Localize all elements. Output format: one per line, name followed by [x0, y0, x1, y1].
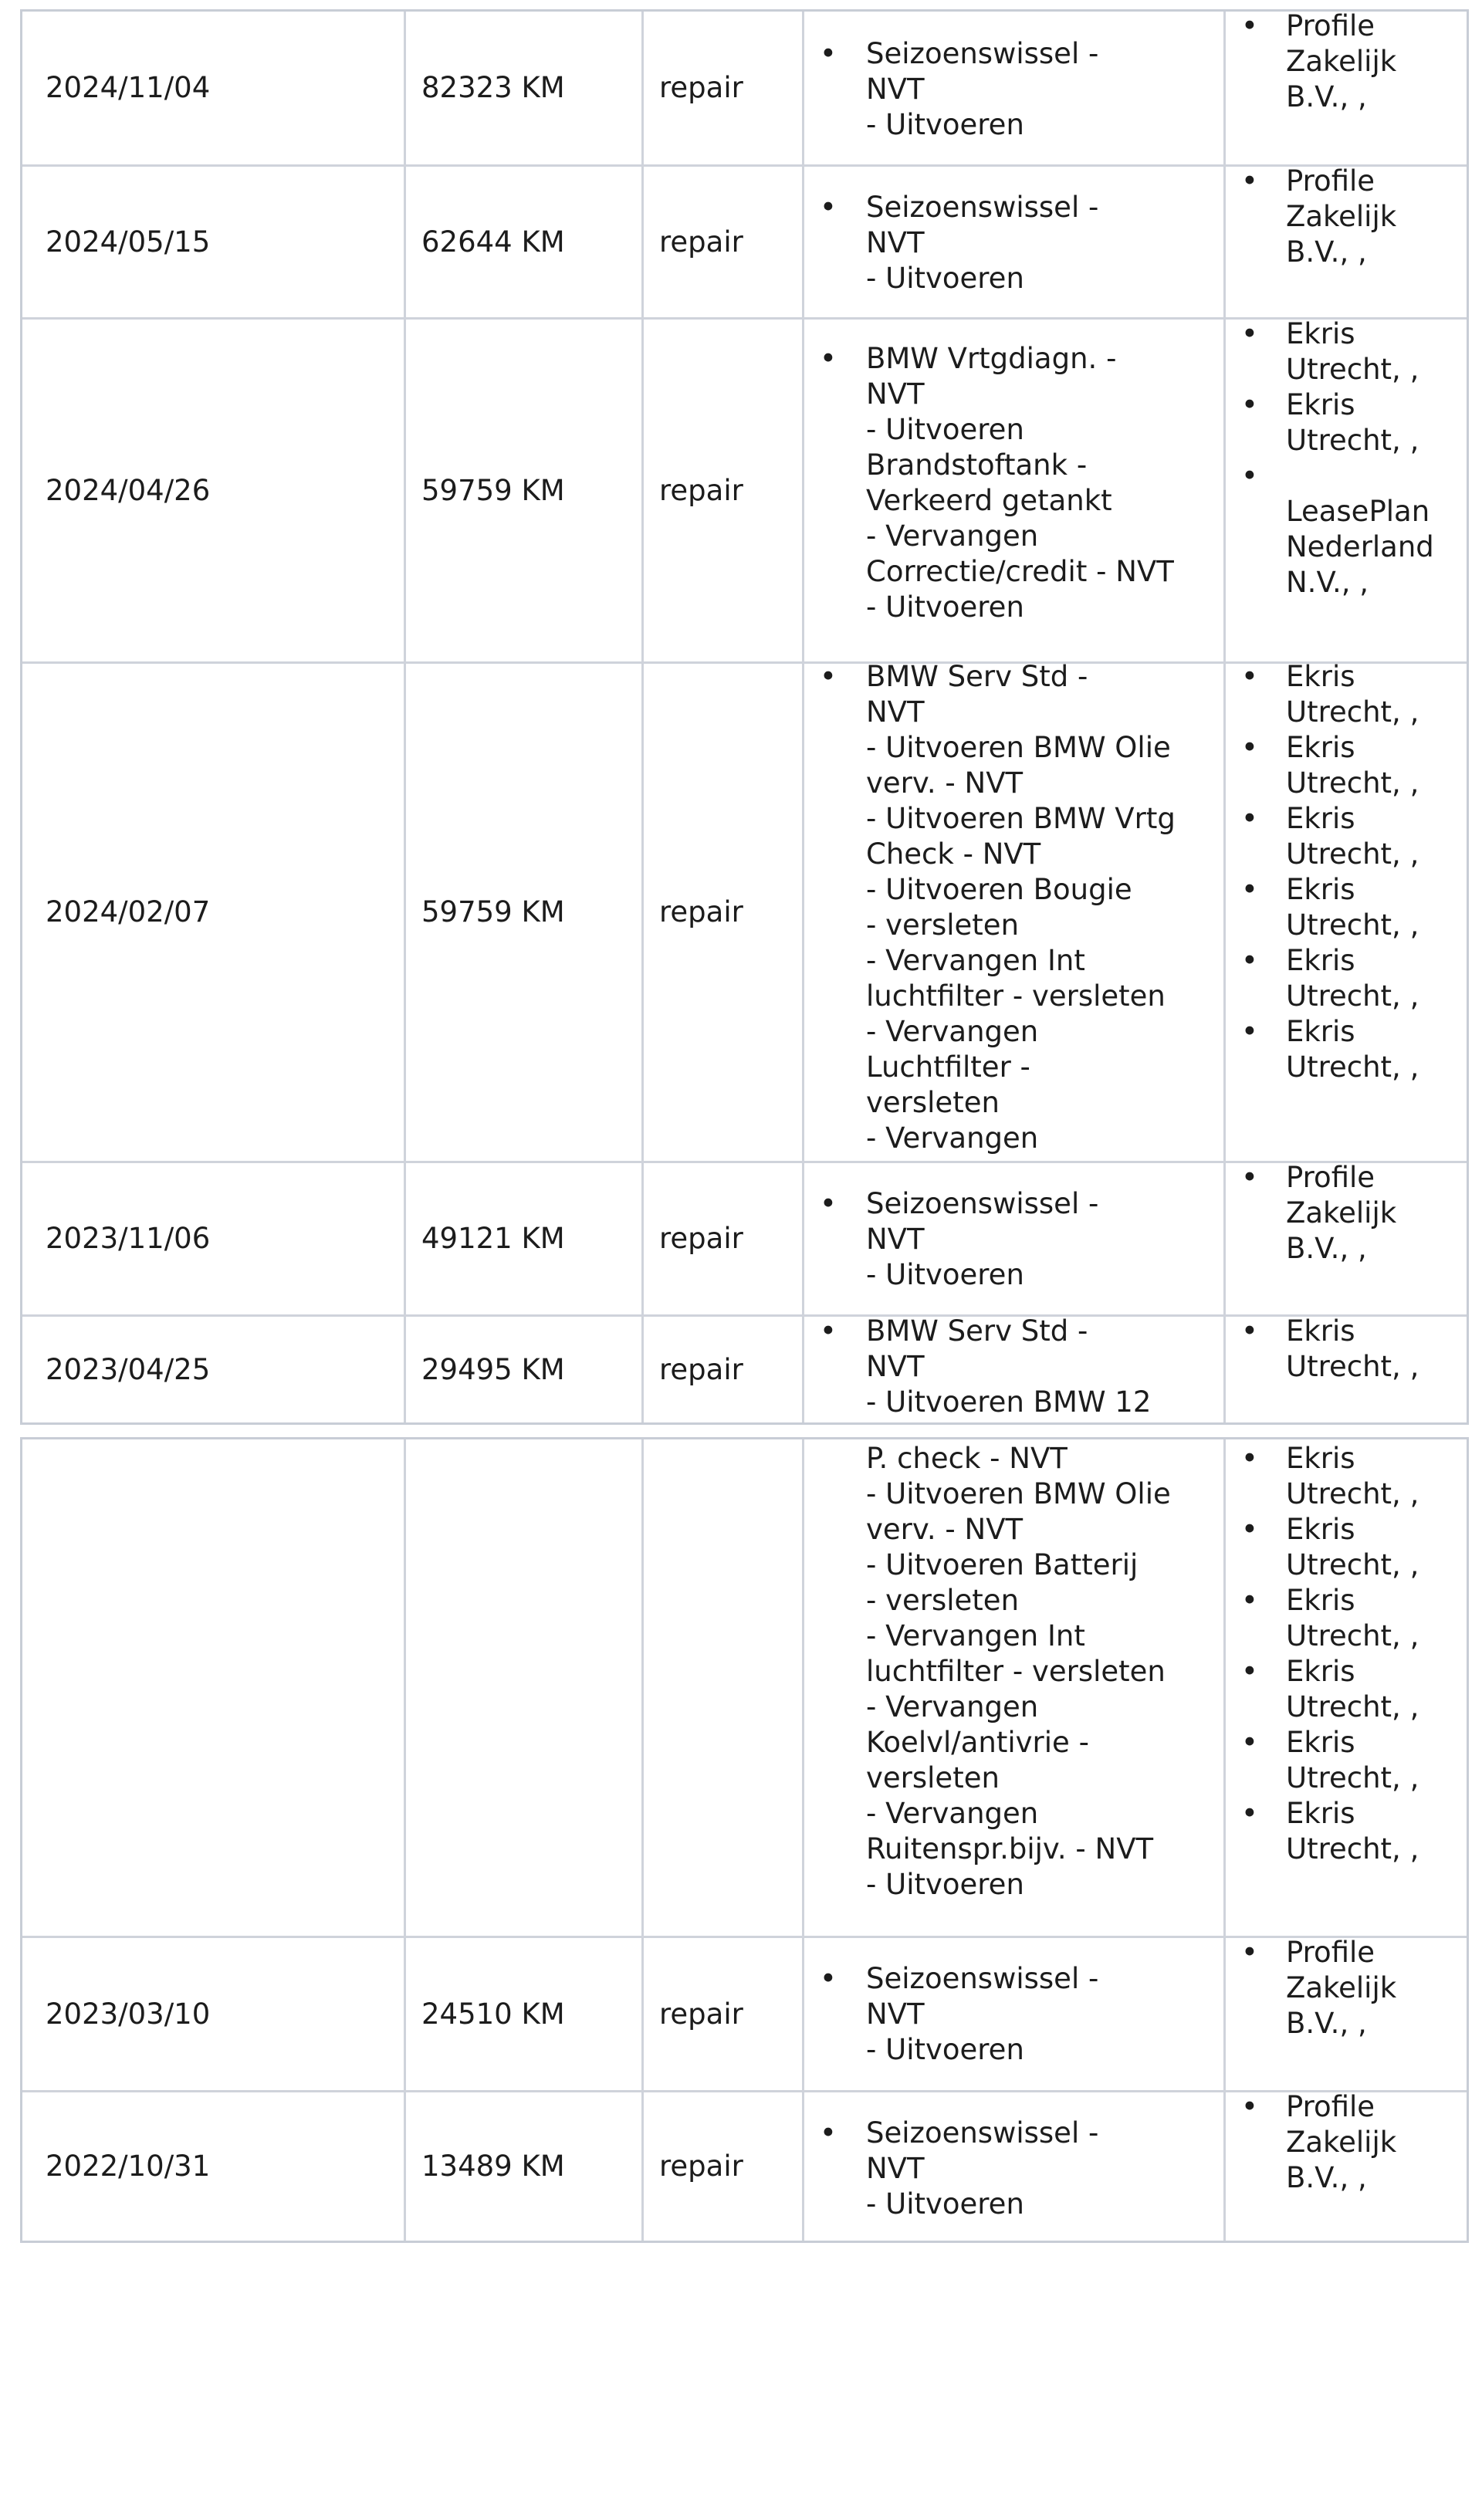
dealer-item: • Profile Zakelijk B.V., ,	[1241, 2090, 1397, 2194]
service-date: 2024/05/15	[46, 225, 211, 259]
bullet-icon: •	[1241, 2090, 1258, 2123]
dealer-item: • Profile Zakelijk B.V., ,	[1241, 1936, 1397, 2040]
mileage: 82323 KM	[421, 71, 565, 104]
mileage: 24510 KM	[421, 1997, 565, 2031]
work-item-continued: P. check - NVT - Uitvoeren BMW Olie verv. - NVT - Uitvoeren Batterij - versleten - Vervangen Int luchtfilter - versleten - Vervangen Koelvl/antivrie - versleten - Vervangen Ruitenspr.bijv. - NVT - Uitvoeren	[866, 1442, 1171, 1901]
service-type: repair	[659, 2150, 743, 2183]
work-item: • Seizoenswissel - NVT - Uitvoeren	[820, 1962, 1099, 2066]
table-row-continuation	[22, 1439, 1467, 1938]
mileage-cell	[406, 1317, 644, 1422]
type-cell	[644, 1938, 804, 2090]
dealer-item: • Profile Zakelijk B.V., ,	[1241, 9, 1397, 113]
bullet-icon: •	[1241, 944, 1258, 977]
mileage: 59759 KM	[421, 895, 565, 929]
table-row	[22, 9, 1467, 167]
mileage-cell	[406, 12, 644, 164]
mileage-cell	[406, 320, 644, 661]
work-item: • BMW Serv Std - NVT - Uitvoeren BMW 12	[820, 1314, 1152, 1419]
type-cell	[644, 664, 804, 1161]
mileage: 13489 KM	[421, 2150, 565, 2183]
type-cell	[644, 1163, 804, 1314]
bullet-icon: •	[1241, 459, 1258, 492]
dealer-item: • Ekris Utrecht, ,	[1241, 1726, 1419, 1794]
table-row	[22, 2092, 1467, 2241]
bullet-icon: •	[1241, 1015, 1258, 1048]
bullet-icon: •	[1241, 1513, 1258, 1546]
date-cell	[22, 167, 406, 317]
date-cell	[22, 12, 406, 164]
table-row	[22, 1314, 1467, 1422]
work-item: • Seizoenswissel - NVT - Uitvoeren	[820, 2116, 1099, 2221]
bullet-icon: •	[820, 1314, 837, 1348]
dealer-item: • Ekris Utrecht, ,	[1241, 660, 1419, 729]
dealer-item: • Ekris Utrecht, ,	[1241, 1584, 1419, 1652]
dealer-item: • Ekris Utrecht, ,	[1241, 1314, 1419, 1383]
bullet-icon: •	[820, 37, 837, 70]
mileage-cell	[406, 2092, 644, 2241]
table-row	[22, 1163, 1467, 1317]
type-cell	[644, 167, 804, 317]
bullet-icon: •	[1241, 731, 1258, 764]
type-cell	[644, 2092, 804, 2241]
dealer-item: • Profile Zakelijk B.V., ,	[1241, 1161, 1397, 1265]
service-type: repair	[659, 71, 743, 104]
work-cell	[804, 320, 1226, 661]
dealer-cell	[1226, 164, 1467, 317]
work-item: • BMW Serv Std - NVT - Uitvoeren BMW Olie verv. - NVT - Uitvoeren BMW Vrtg Check - NVT - Uitvoeren Bougie - versleten - Vervangen Int luchtfilter - versleten - Vervangen Luchtfilter - versleten - Vervangen	[820, 660, 1176, 1155]
type-cell	[644, 1439, 804, 1936]
service-date: 2024/11/04	[46, 71, 211, 104]
dealer-cell	[1226, 317, 1467, 661]
date-cell	[22, 1938, 406, 2090]
bullet-icon: •	[1241, 660, 1258, 693]
type-cell	[644, 12, 804, 164]
date-cell	[22, 320, 406, 661]
service-date: 2024/04/26	[46, 473, 211, 507]
dealer-cell	[1226, 660, 1467, 1161]
dealer-item: • Ekris Utrecht, ,	[1241, 944, 1419, 1013]
dealer-item: • Ekris Utrecht, ,	[1241, 802, 1419, 871]
dealer-cell	[1226, 1439, 1467, 1936]
service-date: 2023/04/25	[46, 1352, 211, 1386]
dealer-item: • Ekris Utrecht, ,	[1241, 1513, 1419, 1581]
bullet-icon: •	[820, 191, 837, 224]
date-cell	[22, 1317, 406, 1422]
bullet-icon: •	[1241, 164, 1258, 198]
bullet-icon: •	[1241, 1655, 1258, 1688]
dealer-cell	[1226, 1314, 1467, 1422]
dealer-item: • Ekris Utrecht, ,	[1241, 873, 1419, 942]
work-cell	[804, 1314, 1226, 1422]
bullet-icon: •	[1241, 802, 1258, 835]
service-type: repair	[659, 1222, 743, 1255]
date-cell	[22, 2092, 406, 2241]
mileage-cell	[406, 1163, 644, 1314]
service-date: 2023/11/06	[46, 1222, 211, 1255]
bullet-icon: •	[820, 1962, 837, 1995]
dealer-cell	[1226, 9, 1467, 164]
dealer-cell	[1226, 1163, 1467, 1314]
bullet-icon: •	[820, 660, 837, 693]
table-row	[22, 317, 1467, 664]
maintenance-history-table-part-2	[20, 1437, 1469, 2243]
dealer-item: • Ekris Utrecht, ,	[1241, 731, 1419, 800]
maintenance-history-table-part-1	[20, 9, 1469, 1425]
dealer-cell	[1226, 1938, 1467, 2090]
bullet-icon: •	[1241, 1797, 1258, 1830]
table-row	[22, 164, 1467, 320]
dealer-item: • Ekris Utrecht, ,	[1241, 317, 1419, 386]
work-cell	[804, 167, 1226, 317]
bullet-icon: •	[1241, 1161, 1258, 1194]
bullet-icon: •	[1241, 873, 1258, 906]
service-date: 2023/03/10	[46, 1997, 211, 2031]
work-item: • Seizoenswissel - NVT - Uitvoeren	[820, 37, 1099, 141]
dealer-item: • Ekris Utrecht, ,	[1241, 1655, 1419, 1723]
table-row	[22, 1938, 1467, 2092]
dealer-item: • Ekris Utrecht, ,	[1241, 388, 1419, 457]
service-type: repair	[659, 895, 743, 929]
mileage: 59759 KM	[421, 473, 565, 507]
service-type: repair	[659, 225, 743, 259]
mileage-cell	[406, 664, 644, 1161]
bullet-icon: •	[1241, 317, 1258, 350]
bullet-icon: •	[1241, 1584, 1258, 1617]
type-cell	[644, 320, 804, 661]
dealer-item: • Ekris Utrecht, ,	[1241, 1015, 1419, 1084]
type-cell	[644, 1317, 804, 1422]
work-cell	[804, 12, 1226, 164]
mileage-cell	[406, 167, 644, 317]
work-cell	[804, 1439, 1226, 1936]
bullet-icon: •	[1241, 1936, 1258, 1969]
work-cell	[804, 1938, 1226, 2090]
work-item: • Seizoenswissel - NVT - Uitvoeren	[820, 191, 1099, 295]
service-date: 2022/10/31	[46, 2150, 211, 2183]
dealer-item: • LeasePlan Nederland N.V., ,	[1241, 459, 1434, 599]
bullet-icon: •	[1241, 1442, 1258, 1475]
date-cell	[22, 664, 406, 1161]
service-type: repair	[659, 473, 743, 507]
work-cell	[804, 2092, 1226, 2241]
bullet-icon: •	[820, 342, 837, 375]
service-type: repair	[659, 1352, 743, 1386]
service-date: 2024/02/07	[46, 895, 211, 929]
work-item: • Seizoenswissel - NVT - Uitvoeren	[820, 1187, 1099, 1291]
bullet-icon: •	[1241, 9, 1258, 42]
dealer-item: • Ekris Utrecht, ,	[1241, 1442, 1419, 1510]
date-cell	[22, 1439, 406, 1936]
mileage: 49121 KM	[421, 1222, 565, 1255]
dealer-cell	[1226, 2092, 1467, 2241]
mileage-cell	[406, 1938, 644, 2090]
dealer-item: • Ekris Utrecht, ,	[1241, 1797, 1419, 1865]
date-cell	[22, 1163, 406, 1314]
bullet-icon: •	[820, 1187, 837, 1220]
mileage: 62644 KM	[421, 225, 565, 259]
mileage-cell	[406, 1439, 644, 1936]
work-cell	[804, 660, 1226, 1161]
work-cell	[804, 1163, 1226, 1314]
bullet-icon: •	[820, 2116, 837, 2150]
bullet-icon: •	[1241, 388, 1258, 421]
service-type: repair	[659, 1997, 743, 2031]
bullet-icon: •	[1241, 1726, 1258, 1759]
work-item: • BMW Vrtgdiagn. - NVT - Uitvoeren Brandstoftank - Verkeerd getankt - Vervangen Correctie/credit - NVT - Uitvoeren	[820, 342, 1174, 624]
bullet-icon: •	[1241, 1314, 1258, 1348]
mileage: 29495 KM	[421, 1352, 565, 1386]
table-row	[22, 660, 1467, 1163]
dealer-item: • Profile Zakelijk B.V., ,	[1241, 164, 1397, 269]
